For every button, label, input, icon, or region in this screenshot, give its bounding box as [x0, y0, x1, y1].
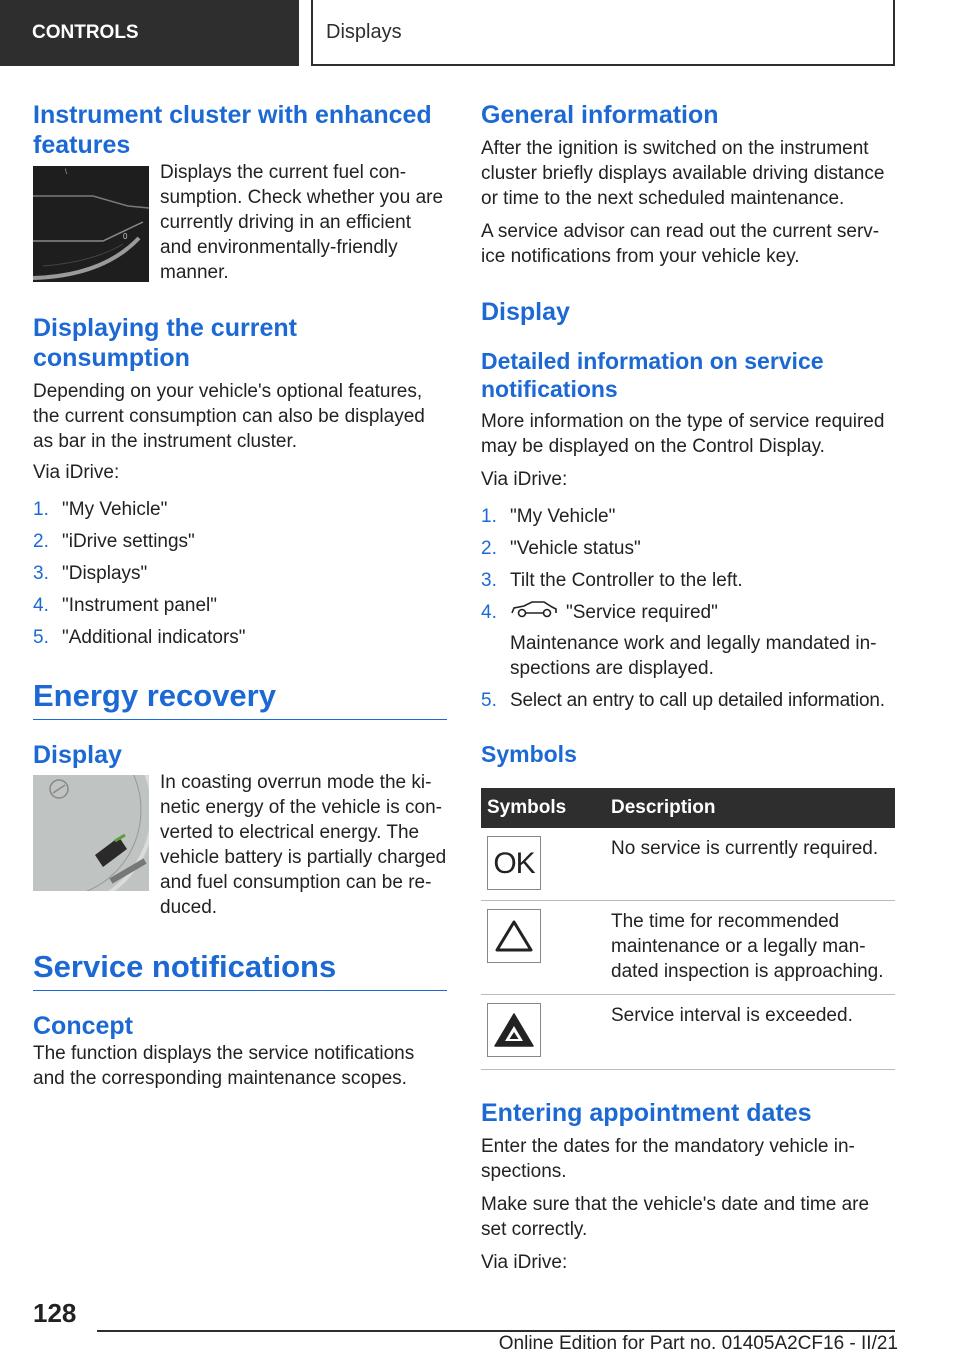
energy-display-section	[33, 770, 447, 920]
energy-recovery-heading: Energy recovery	[33, 677, 447, 720]
table-cell-description: The time for recommended maintenance or a legally man-dated inspection is approaching.	[605, 901, 895, 995]
table-cell-description: Service interval is exceeded.	[605, 995, 895, 1070]
right-steps-list	[481, 504, 895, 713]
right-column	[481, 100, 895, 1275]
svg-text:0: 0	[123, 232, 128, 241]
section-tab: CONTROLS	[0, 0, 299, 66]
warning-triangle-filled-icon	[487, 1003, 541, 1057]
energy-display-text: In coasting overrun mode the ki-netic energy of the vehicle is con-verted to electrical energy. The vehicle battery is partially charged and fuel consumption can be re-duced.	[160, 772, 447, 918]
detailed-information-text: More information on the type of service required may be displayed on the Control Display.	[481, 411, 885, 457]
list-item: 4. "Service required" Maintenance work and legally mandated in-spections are displayed.	[481, 602, 877, 680]
list-item: 1. "My Vehicle"	[33, 499, 168, 520]
cluster-section	[33, 160, 447, 285]
concept-text: The function displays the service notifications and the corresponding maintenance scopes.	[33, 1043, 415, 1089]
list-item: 4. "Instrument panel"	[33, 595, 218, 616]
table-row	[481, 995, 895, 1070]
via-idrive-label: Via iDrive:	[33, 462, 120, 483]
energy-recovery-gauge-image	[33, 775, 149, 891]
table-header-symbols: Symbols	[481, 788, 605, 828]
symbols-table	[481, 788, 895, 1070]
table-cell-description: No service is currently required.	[605, 828, 895, 901]
footer-divider	[97, 1330, 895, 1332]
edition-text: Online Edition for Part no. 01405A2CF16 - II/21	[498, 1333, 898, 1354]
list-item: 1. "My Vehicle"	[481, 506, 616, 527]
display-heading-right: Display	[481, 298, 570, 326]
detailed-information-heading: Detailed information on service notifications	[481, 348, 824, 402]
table-row	[481, 828, 895, 901]
general-information-heading: General information	[481, 101, 719, 129]
concept-heading: Concept	[33, 1012, 133, 1040]
cluster-heading: Instrument cluster with enhanced features	[33, 101, 432, 159]
car-icon	[510, 600, 558, 625]
general-text-1: After the ignition is switched on the instrument cluster briefly displays available driving distance or time to the next scheduled maintenance.	[481, 138, 885, 209]
consumption-text: Depending on your vehicle's optional features, the current consumption can also be displayed as bar in the instrument cluster.	[33, 381, 425, 452]
list-item: 2. "iDrive settings"	[33, 531, 195, 552]
consumption-heading: Displaying the current consumption	[33, 314, 297, 372]
warning-triangle-outline-icon	[487, 909, 541, 963]
instrument-cluster-image	[33, 166, 149, 282]
appointment-text-2: Make sure that the vehicle's date and time are set correctly.	[481, 1194, 870, 1241]
table-row	[481, 901, 895, 995]
via-idrive-label-2: Via iDrive:	[481, 1252, 568, 1274]
list-item: 2. "Vehicle status"	[481, 538, 641, 559]
left-column	[33, 100, 447, 1091]
page-header	[0, 0, 960, 66]
list-item: 5. Select an entry to call up detailed information.	[481, 690, 885, 712]
ok-icon: OK	[487, 836, 541, 890]
list-item: 3. Tilt the Controller to the left.	[481, 570, 743, 591]
left-steps-list	[33, 497, 447, 650]
via-idrive-label: Via iDrive:	[481, 469, 568, 490]
list-item: 3. "Displays"	[33, 563, 148, 584]
page-number: 128	[33, 1298, 77, 1328]
service-notifications-heading: Service notifications	[33, 948, 447, 991]
display-heading-left: Display	[33, 741, 122, 769]
chapter-title: Displays	[311, 0, 895, 66]
list-item: 5. "Additional indicators"	[33, 627, 246, 648]
appointment-text-1: Enter the dates for the mandatory vehicle in-spections.	[481, 1136, 855, 1183]
svg-text:\: \	[65, 169, 67, 176]
general-text-2: A service advisor can read out the current serv-ice notifications from your vehicle key.	[481, 221, 880, 267]
table-header-description: Description	[605, 788, 895, 828]
symbols-heading: Symbols	[481, 741, 577, 768]
appointment-dates-heading: Entering appointment dates	[481, 1099, 812, 1128]
cluster-text: Displays the current fuel con-sumption. Check whether you are currently driving in an efficient and environmentally-friendly manner.	[160, 162, 444, 283]
